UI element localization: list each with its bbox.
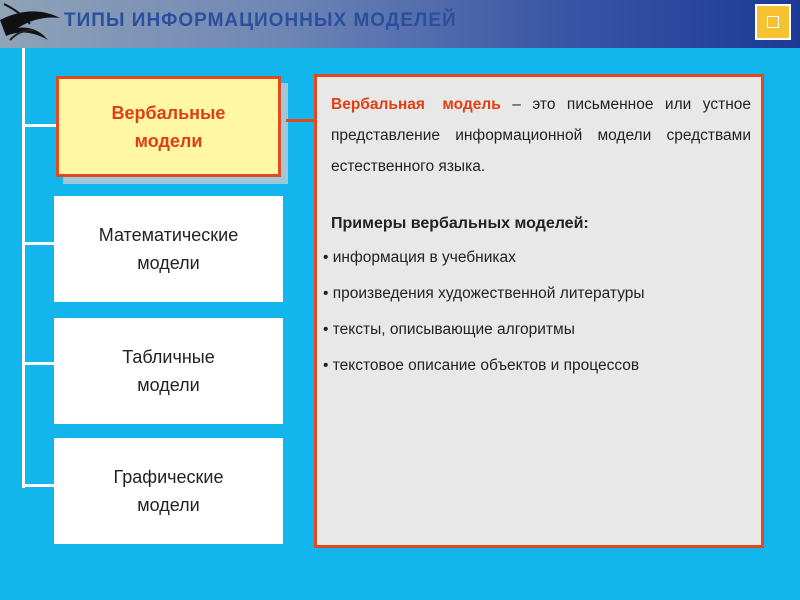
model-item-graphical[interactable]: [54, 438, 283, 544]
model-item-verbal[interactable]: [56, 76, 281, 177]
definition-text: [331, 89, 751, 182]
header-bar: [0, 0, 800, 48]
bullet-icon: •: [323, 249, 329, 266]
model-label-line2: модели: [137, 375, 200, 395]
square-icon: [767, 16, 779, 28]
tree-branch-2: [22, 242, 56, 245]
tree-branch-1: [22, 124, 56, 127]
bullet-icon: •: [323, 321, 329, 338]
example-text: текстовое описание объектов и процессов: [332, 357, 640, 374]
example-text: информация в учебниках: [332, 249, 516, 266]
example-text: тексты, описывающие алгоритмы: [332, 321, 575, 338]
tree-branch-3: [22, 362, 56, 365]
examples-heading: Примеры вербальных моделей:: [331, 215, 589, 232]
list-item: [323, 283, 645, 319]
model-label-line1: Графические: [113, 467, 224, 487]
model-item-mathematical[interactable]: [54, 196, 283, 302]
model-item-tabular[interactable]: [54, 318, 283, 424]
model-label-line1: Математические: [98, 225, 239, 245]
list-item: [323, 247, 645, 283]
active-connector-line: [286, 119, 314, 122]
nav-button[interactable]: [755, 4, 791, 40]
tree-vertical-line: [22, 48, 25, 488]
examples-list: [323, 247, 645, 391]
model-label-line2: модели: [134, 130, 203, 151]
list-item: [323, 319, 645, 355]
model-label-line2: модели: [137, 253, 200, 273]
definition-panel: [314, 74, 764, 548]
bullet-icon: •: [323, 285, 329, 302]
example-text: произведения художественной литературы: [332, 285, 645, 302]
list-item: [323, 355, 645, 391]
model-label-line2: модели: [137, 495, 200, 515]
tree-branch-4: [22, 484, 56, 487]
bullet-icon: •: [323, 357, 329, 374]
page-title: ТИПЫ ИНФОРМАЦИОННЫХ МОДЕЛЕЙ: [64, 10, 457, 31]
definition-term: Вербальная модель: [331, 96, 501, 113]
model-label-line1: Вербальные: [111, 102, 226, 123]
definition-body: – это письменное или устное представление информационной модели средствами естественного языка.: [331, 96, 751, 175]
model-label-line1: Табличные: [122, 347, 215, 367]
